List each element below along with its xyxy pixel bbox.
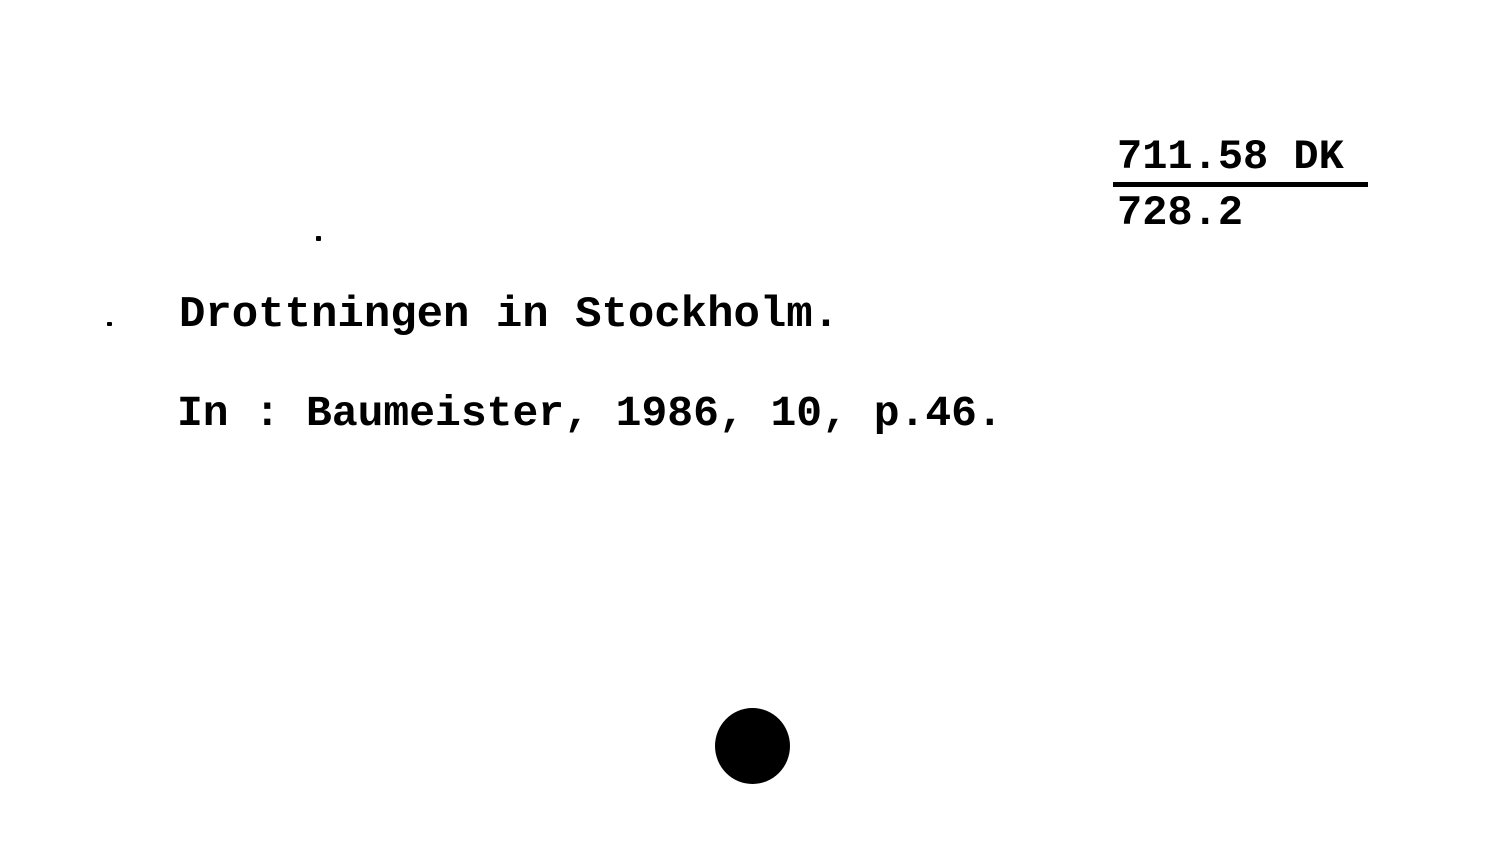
punch-hole-dot <box>715 708 790 784</box>
card-title: Drottningen in Stockholm. <box>179 290 840 340</box>
call-number-line2: 728.2 <box>1117 189 1244 237</box>
ink-speck-1 <box>316 236 321 241</box>
card-reference: In : Baumeister, 1986, 10, p.46. <box>177 389 1003 438</box>
ink-speck-2 <box>107 322 112 326</box>
call-number-line1: 711.58 DK <box>1113 136 1368 187</box>
